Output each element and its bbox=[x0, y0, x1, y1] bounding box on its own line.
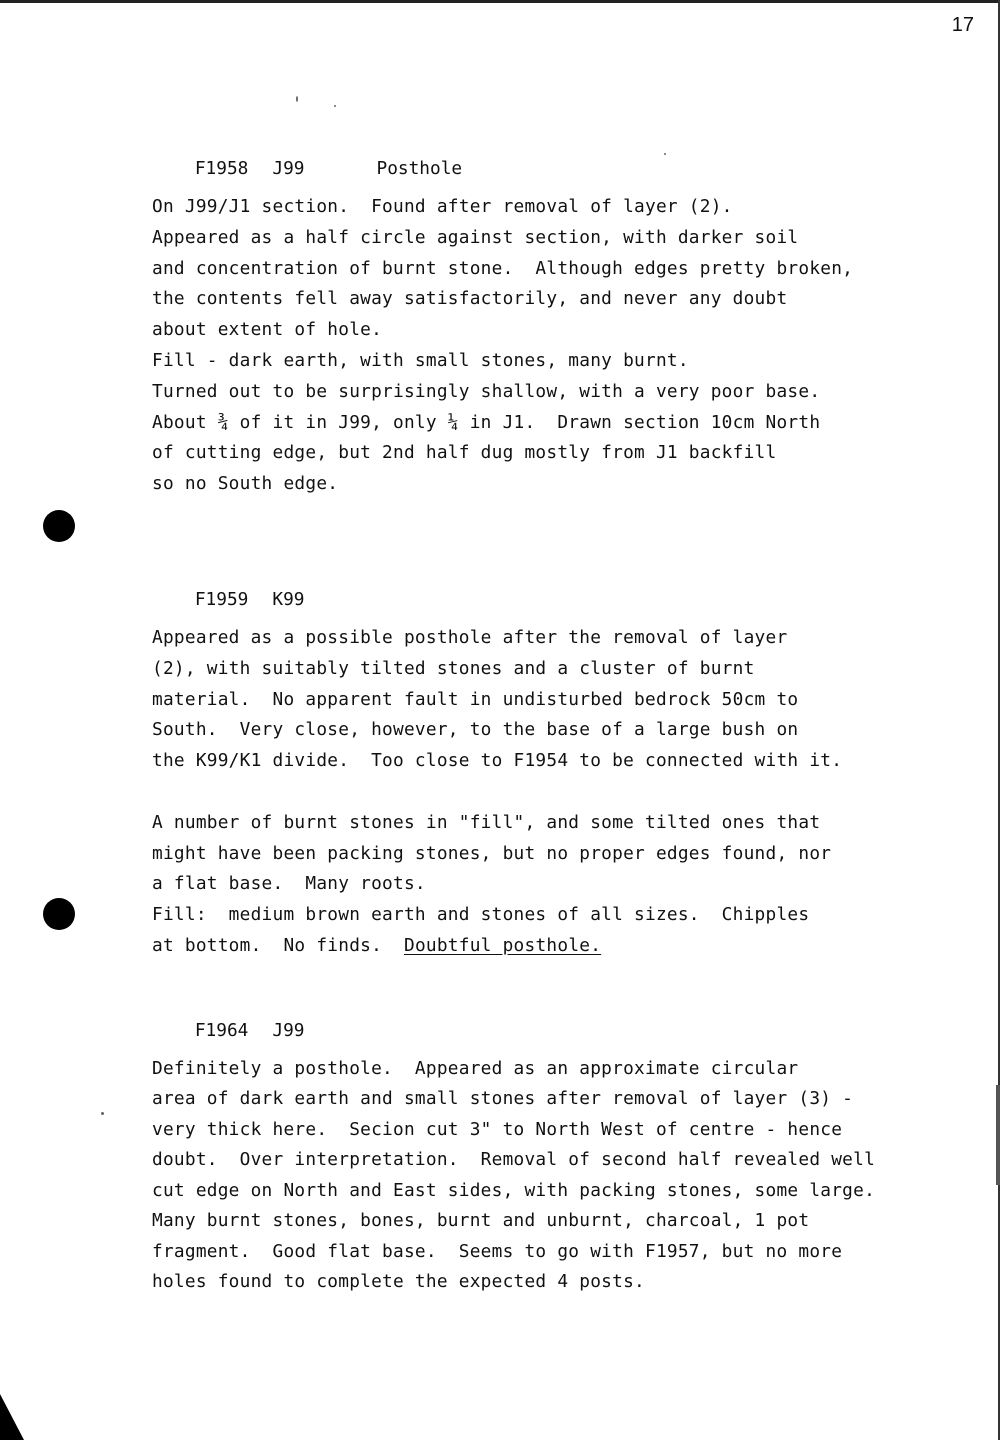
page-top-edge bbox=[0, 0, 1000, 3]
square-ref: J99 bbox=[272, 158, 305, 179]
text-line: On J99/J1 section. Found after removal of layer (2). bbox=[152, 196, 733, 217]
text-line: a flat base. Many roots. bbox=[152, 873, 426, 894]
page-corner-shadow bbox=[0, 1394, 24, 1440]
feature-number: F1959 bbox=[194, 589, 249, 610]
page-right-edge-mark bbox=[996, 1085, 1000, 1185]
text-line: fragment. Good flat base. Seems to go with F1957, but no more bbox=[152, 1241, 843, 1262]
punch-hole-upper bbox=[43, 510, 75, 542]
text-line: material. No apparent fault in undisturbed bedrock 50cm to bbox=[152, 689, 799, 710]
text-line: Many burnt stones, bones, burnt and unburnt, charcoal, 1 pot bbox=[152, 1210, 810, 1231]
text-line: the K99/K1 divide. Too close to F1954 to be connected with it. bbox=[152, 750, 843, 771]
square-ref: K99 bbox=[272, 589, 305, 610]
text-line: and concentration of burnt stone. Although edges pretty broken, bbox=[152, 258, 854, 279]
text-line: Definitely a posthole. Appeared as an approximate circular bbox=[152, 1058, 799, 1079]
punch-hole-lower bbox=[43, 898, 75, 930]
text-line: about extent of hole. bbox=[152, 319, 383, 340]
text-line: holes found to complete the expected 4 posts. bbox=[152, 1271, 645, 1292]
text-line-conclusion bbox=[152, 934, 601, 958]
scan-speck bbox=[101, 1112, 104, 1115]
text-line: (2), with suitably tilted stones and a cluster of burnt bbox=[152, 658, 755, 679]
text-line: very thick here. Secion cut 3" to North West of centre - hence bbox=[152, 1119, 843, 1140]
feature-number: F1958 bbox=[194, 158, 249, 179]
text-line: doubt. Over interpretation. Removal of second half revealed well bbox=[152, 1149, 876, 1170]
text-line: might have been packing stones, but no proper edges found, nor bbox=[152, 843, 832, 864]
text-line: Turned out to be surprisingly shallow, with a very poor base. bbox=[152, 381, 821, 402]
doubtful-posthole-note: Doubtful posthole. bbox=[403, 935, 602, 956]
text-fragment: at bottom. No finds. bbox=[152, 935, 404, 956]
text-line: Appeared as a half circle against section, with darker soil bbox=[152, 227, 799, 248]
square-ref: J99 bbox=[272, 1020, 305, 1041]
text-line: cut edge on North and East sides, with packing stones, some large. bbox=[152, 1180, 876, 1201]
scan-speck bbox=[296, 96, 298, 102]
scan-speck bbox=[664, 153, 666, 155]
page-number: 17 bbox=[951, 14, 974, 36]
text-line: About ¾ of it in J99, only ¼ in J1. Drawn section 10cm North bbox=[152, 412, 821, 433]
text-line: Fill - dark earth, with small stones, many burnt. bbox=[152, 350, 689, 371]
text-line: Fill: medium brown earth and stones of all sizes. Chipples bbox=[152, 904, 810, 925]
text-line: Appeared as a possible posthole after the removal of layer bbox=[152, 627, 788, 648]
text-line: the contents fell away satisfactorily, and never any doubt bbox=[152, 288, 788, 309]
text-line: South. Very close, however, to the base of a large bush on bbox=[152, 719, 799, 740]
scan-speck bbox=[334, 105, 336, 107]
feature-number: F1964 bbox=[194, 1020, 249, 1041]
text-line: area of dark earth and small stones after removal of layer (3) - bbox=[152, 1088, 854, 1109]
feature-type: Posthole bbox=[376, 158, 463, 179]
text-line: so no South edge. bbox=[152, 473, 339, 494]
text-line: of cutting edge, but 2nd half dug mostly from J1 backfill bbox=[152, 442, 777, 463]
text-line: A number of burnt stones in "fill", and some tilted ones that bbox=[152, 812, 821, 833]
